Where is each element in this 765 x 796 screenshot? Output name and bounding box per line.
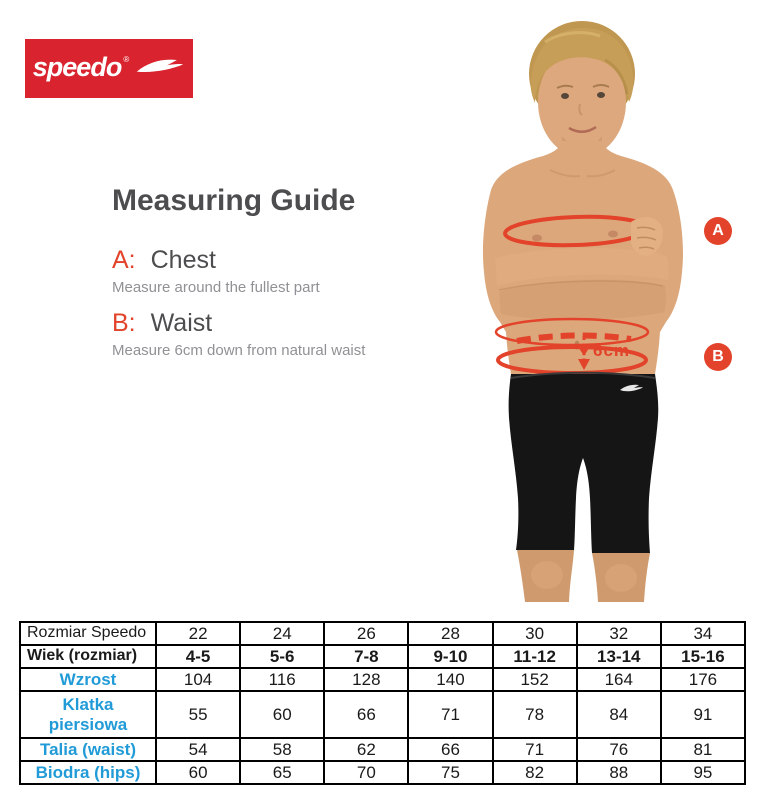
table-cell: 78 [493,691,577,738]
row-label: Rozmiar Speedo [20,622,156,645]
row-label: Wzrost [20,668,156,691]
size-table [19,621,746,785]
registered-trademark-symbol: ® [123,55,130,64]
table-cell: 75 [408,761,492,784]
page-title: Measuring Guide [112,184,356,217]
row-label: Biodra (hips) [20,761,156,784]
table-cell: 58 [240,738,324,761]
guide-item-waist [112,309,452,338]
table-cell: 65 [240,761,324,784]
table-cell: 88 [577,761,661,784]
table-cell: 60 [156,761,240,784]
table-cell: 7-8 [324,645,408,668]
table-cell: 104 [156,668,240,691]
table-row-klatka [20,691,745,738]
boy-figure-illustration [455,0,765,610]
table-row-wiek [20,645,745,668]
guide-text-block [112,184,452,359]
table-cell: 152 [493,668,577,691]
table-row-wzrost [20,668,745,691]
waist-marker-badge: B [704,343,732,371]
table-cell: 76 [577,738,661,761]
table-cell: 71 [493,738,577,761]
six-cm-label: 6cm [593,341,631,360]
table-cell: 32 [577,622,661,645]
speedo-logo [25,39,193,98]
table-cell: 84 [577,691,661,738]
waist-key: B: [112,309,136,337]
table-cell: 66 [408,738,492,761]
table-cell: 22 [156,622,240,645]
table-cell: 26 [324,622,408,645]
table-cell: 11-12 [493,645,577,668]
table-cell: 4-5 [156,645,240,668]
table-cell: 34 [661,622,745,645]
table-cell: 82 [493,761,577,784]
table-cell: 140 [408,668,492,691]
table-row-biodra [20,761,745,784]
table-cell: 128 [324,668,408,691]
table-cell: 95 [661,761,745,784]
table-cell: 164 [577,668,661,691]
table-cell: 30 [493,622,577,645]
table-cell: 9-10 [408,645,492,668]
chest-caption: Measure around the fullest part [112,279,320,296]
table-row-talia [20,738,745,761]
waist-caption: Measure 6cm down from natural waist [112,342,366,359]
row-label: Talia (waist) [20,738,156,761]
row-label: Klatka piersiowa [20,691,156,738]
table-cell: 91 [661,691,745,738]
row-label: Wiek (rozmiar) [20,645,156,668]
speedo-boomerang-icon [135,57,185,84]
table-cell: 70 [324,761,408,784]
table-cell: 60 [240,691,324,738]
table-cell: 54 [156,738,240,761]
table-cell: 66 [324,691,408,738]
table-cell: 116 [240,668,324,691]
table-cell: 13-14 [577,645,661,668]
table-cell: 5-6 [240,645,324,668]
table-cell: 24 [240,622,324,645]
table-row-rozmiar [20,622,745,645]
speedo-logo-wordmark: speedo [32,52,122,82]
chest-key: A: [112,246,136,274]
table-cell: 81 [661,738,745,761]
table-cell: 28 [408,622,492,645]
chest-label: Chest [150,246,216,274]
table-cell: 55 [156,691,240,738]
table-cell: 176 [661,668,745,691]
chest-marker-badge: A [704,217,732,245]
table-cell: 15-16 [661,645,745,668]
guide-item-chest [112,246,452,275]
boy-photo [455,0,765,610]
waist-label: Waist [150,309,213,337]
table-cell: 62 [324,738,408,761]
table-cell: 71 [408,691,492,738]
